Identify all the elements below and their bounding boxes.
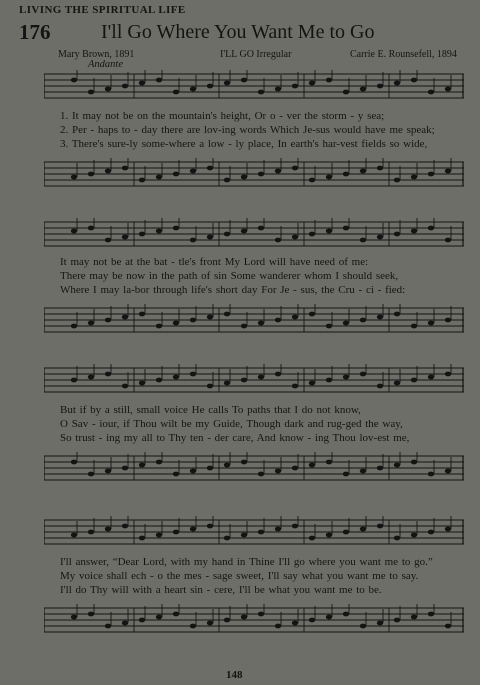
note-head xyxy=(241,324,247,329)
note-head xyxy=(411,175,417,180)
note-head xyxy=(156,460,162,465)
note-head xyxy=(207,621,213,626)
note-head xyxy=(394,463,400,468)
verse-3-line-2: Where I may la-bor through life's short day For Je - sus, the Cru - ci - fied: xyxy=(60,284,406,296)
note-head xyxy=(156,615,162,620)
note-head xyxy=(428,321,434,326)
note-head xyxy=(275,469,281,474)
note-head xyxy=(445,624,451,629)
note-head xyxy=(88,530,94,535)
note-head xyxy=(411,324,417,329)
note-head xyxy=(377,235,383,240)
note-head xyxy=(139,381,145,386)
note-head xyxy=(122,524,128,529)
note-head xyxy=(394,536,400,541)
note-head xyxy=(275,624,281,629)
note-head xyxy=(105,318,111,323)
note-head xyxy=(88,612,94,617)
tempo-marking: Andante xyxy=(88,59,123,70)
note-head xyxy=(139,232,145,237)
note-head xyxy=(122,315,128,320)
note-head xyxy=(122,621,128,626)
note-head xyxy=(122,235,128,240)
note-head xyxy=(207,315,213,320)
note-head xyxy=(156,229,162,234)
note-head xyxy=(71,175,77,180)
note-head xyxy=(258,530,264,535)
note-head xyxy=(394,81,400,86)
note-head xyxy=(88,472,94,477)
note-head xyxy=(173,375,179,380)
bass-staff xyxy=(44,604,464,638)
note-head xyxy=(326,615,332,620)
note-head xyxy=(190,372,196,377)
note-head xyxy=(343,612,349,617)
note-head xyxy=(139,618,145,623)
note-head xyxy=(122,166,128,171)
note-head xyxy=(156,78,162,83)
note-head xyxy=(326,533,332,538)
note-head xyxy=(360,527,366,532)
note-head xyxy=(428,530,434,535)
note-head xyxy=(105,87,111,92)
bass-staff xyxy=(44,304,464,338)
verse-2-line-4: My voice shall ech - o the mes - sage sweet, I'll say what you want me to say. xyxy=(60,570,419,582)
note-head xyxy=(190,527,196,532)
note-head xyxy=(190,238,196,243)
note-head xyxy=(309,178,315,183)
note-head xyxy=(343,172,349,177)
note-head xyxy=(309,618,315,623)
note-head xyxy=(394,178,400,183)
note-head xyxy=(411,78,417,83)
verse-1-line-2: It may not be at the bat - tle's front My Lord will have need of me: xyxy=(60,256,369,268)
note-head xyxy=(326,460,332,465)
note-head xyxy=(445,169,451,174)
note-head xyxy=(224,232,230,237)
note-head xyxy=(360,87,366,92)
note-head xyxy=(377,524,383,529)
note-head xyxy=(275,318,281,323)
note-head xyxy=(105,372,111,377)
note-head xyxy=(258,612,264,617)
note-head xyxy=(258,321,264,326)
note-head xyxy=(343,472,349,477)
note-head xyxy=(105,624,111,629)
note-head xyxy=(428,612,434,617)
note-head xyxy=(88,321,94,326)
note-head xyxy=(258,90,264,95)
note-head xyxy=(292,621,298,626)
note-head xyxy=(309,463,315,468)
hymn-title: I'll Go Where You Want Me to Go xyxy=(101,21,375,43)
music-credit: Carrie E. Rounsefell, 1894 xyxy=(350,49,457,60)
note-head xyxy=(428,172,434,177)
note-head xyxy=(156,533,162,538)
note-head xyxy=(241,229,247,234)
note-head xyxy=(292,384,298,389)
note-head xyxy=(411,533,417,538)
note-head xyxy=(292,315,298,320)
verse-3-line-4: I'll do Thy will with a heart sin - cere, I'll be what you want me to be. xyxy=(60,584,382,596)
note-head xyxy=(122,84,128,89)
note-head xyxy=(428,472,434,477)
note-head xyxy=(343,530,349,535)
note-head xyxy=(360,169,366,174)
note-head xyxy=(173,321,179,326)
note-head xyxy=(156,378,162,383)
verse-3-line-1: 3. There's sure-ly some-where a low - ly place, In earth's har-vest fields so wide, xyxy=(60,138,428,150)
note-head xyxy=(224,81,230,86)
note-head xyxy=(224,381,230,386)
note-head xyxy=(394,232,400,237)
note-head xyxy=(173,612,179,617)
note-head xyxy=(224,312,230,317)
note-head xyxy=(394,381,400,386)
note-head xyxy=(122,466,128,471)
note-head xyxy=(275,238,281,243)
note-head xyxy=(173,90,179,95)
note-head xyxy=(326,175,332,180)
page-number: 148 xyxy=(226,669,243,681)
note-head xyxy=(428,226,434,231)
note-head xyxy=(190,318,196,323)
treble-staff xyxy=(44,218,464,252)
note-head xyxy=(190,624,196,629)
note-head xyxy=(207,524,213,529)
note-head xyxy=(71,460,77,465)
verse-2-line-3: O Sav - iour, if Thou wilt be my Guide, Though dark and rug-ged the way, xyxy=(60,418,403,430)
note-head xyxy=(360,238,366,243)
note-head xyxy=(207,84,213,89)
note-head xyxy=(360,318,366,323)
note-head xyxy=(71,615,77,620)
note-head xyxy=(71,533,77,538)
note-head xyxy=(105,238,111,243)
treble-staff xyxy=(44,516,464,550)
note-head xyxy=(309,381,315,386)
note-head xyxy=(173,530,179,535)
note-head xyxy=(377,84,383,89)
note-head xyxy=(224,178,230,183)
note-head xyxy=(292,84,298,89)
note-head xyxy=(190,87,196,92)
note-head xyxy=(156,324,162,329)
note-head xyxy=(428,90,434,95)
note-head xyxy=(190,469,196,474)
note-head xyxy=(258,472,264,477)
hymn-number: 176 xyxy=(19,20,51,44)
tune-name: I'LL GO Irregular xyxy=(220,49,292,60)
note-head xyxy=(207,166,213,171)
note-head xyxy=(88,90,94,95)
verse-3-line-3: So trust - ing my all to Thy ten - der care, And know - ing Thou lov-est me, xyxy=(60,432,410,444)
note-head xyxy=(445,527,451,532)
note-head xyxy=(173,172,179,177)
verse-1-line-1: 1. It may not be on the mountain's height, Or o - ver the storm - y sea; xyxy=(60,110,385,122)
note-head xyxy=(428,375,434,380)
note-head xyxy=(292,524,298,529)
note-head xyxy=(122,384,128,389)
note-head xyxy=(309,81,315,86)
note-head xyxy=(360,469,366,474)
note-head xyxy=(139,178,145,183)
note-head xyxy=(241,78,247,83)
note-head xyxy=(71,78,77,83)
note-head xyxy=(275,169,281,174)
note-head xyxy=(207,466,213,471)
note-head xyxy=(377,384,383,389)
verse-2-line-2: There may be now in the path of sin Some wanderer whom I should seek, xyxy=(60,270,399,282)
note-head xyxy=(445,372,451,377)
note-head xyxy=(343,90,349,95)
treble-staff xyxy=(44,364,464,398)
note-head xyxy=(377,315,383,320)
note-head xyxy=(224,618,230,623)
note-head xyxy=(71,229,77,234)
note-head xyxy=(207,384,213,389)
note-head xyxy=(343,321,349,326)
note-head xyxy=(445,469,451,474)
note-head xyxy=(309,232,315,237)
note-head xyxy=(394,618,400,623)
note-head xyxy=(360,624,366,629)
note-head xyxy=(207,235,213,240)
note-head xyxy=(173,226,179,231)
note-head xyxy=(292,466,298,471)
note-head xyxy=(139,81,145,86)
words-credit: Mary Brown, 1891 xyxy=(58,49,135,60)
note-head xyxy=(258,375,264,380)
note-head xyxy=(105,527,111,532)
note-head xyxy=(309,536,315,541)
note-head xyxy=(224,536,230,541)
note-head xyxy=(292,235,298,240)
note-head xyxy=(343,226,349,231)
note-head xyxy=(445,238,451,243)
note-head xyxy=(411,378,417,383)
note-head xyxy=(88,226,94,231)
note-head xyxy=(445,318,451,323)
section-header: LIVING THE SPIRITUAL LIFE xyxy=(19,4,186,16)
note-head xyxy=(88,375,94,380)
note-head xyxy=(377,621,383,626)
note-head xyxy=(377,466,383,471)
bass-staff xyxy=(44,452,464,486)
note-head xyxy=(411,615,417,620)
treble-staff xyxy=(44,70,464,104)
note-head xyxy=(326,378,332,383)
note-head xyxy=(139,463,145,468)
note-head xyxy=(411,460,417,465)
bass-staff xyxy=(44,158,464,192)
verse-1-line-3: But if by a still, small voice He calls To paths that I do not know, xyxy=(60,404,361,416)
verse-2-line-1: 2. Per - haps to - day there are lov-ing words Which Je-sus would have me speak; xyxy=(60,124,435,136)
note-head xyxy=(241,460,247,465)
note-head xyxy=(275,87,281,92)
note-head xyxy=(173,472,179,477)
note-head xyxy=(71,378,77,383)
note-head xyxy=(309,312,315,317)
note-head xyxy=(275,372,281,377)
note-head xyxy=(326,229,332,234)
note-head xyxy=(105,169,111,174)
note-head xyxy=(105,469,111,474)
note-head xyxy=(71,324,77,329)
verse-1-line-4: I'll answer, “Dear Lord, with my hand in Thine I'll go where you want me to go.” xyxy=(60,556,433,568)
note-head xyxy=(377,166,383,171)
note-head xyxy=(139,312,145,317)
note-head xyxy=(241,533,247,538)
note-head xyxy=(241,175,247,180)
note-head xyxy=(360,372,366,377)
note-head xyxy=(190,169,196,174)
note-head xyxy=(241,615,247,620)
note-head xyxy=(258,226,264,231)
note-head xyxy=(88,172,94,177)
note-head xyxy=(326,78,332,83)
note-head xyxy=(139,536,145,541)
note-head xyxy=(258,172,264,177)
note-head xyxy=(224,463,230,468)
note-head xyxy=(241,378,247,383)
note-head xyxy=(343,375,349,380)
note-head xyxy=(292,166,298,171)
note-head xyxy=(326,324,332,329)
note-head xyxy=(394,312,400,317)
note-head xyxy=(445,87,451,92)
note-head xyxy=(156,175,162,180)
note-head xyxy=(411,229,417,234)
note-head xyxy=(275,527,281,532)
